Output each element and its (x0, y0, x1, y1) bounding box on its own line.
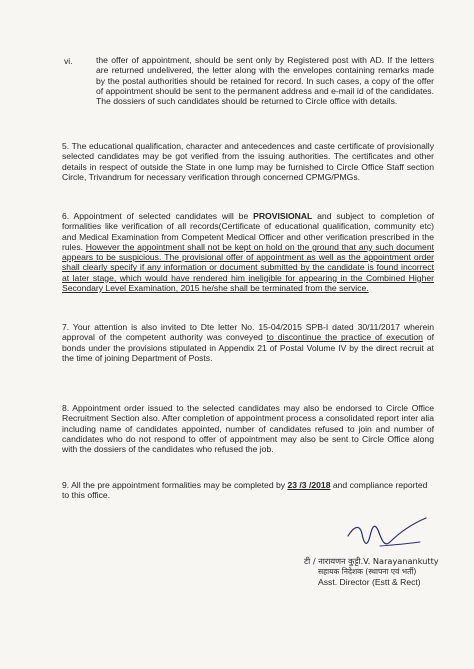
handwritten-signature (340, 512, 432, 560)
signature-block (304, 556, 464, 588)
para-vi-text: the offer of appointment, should be sent only by Registered post with AD. If the letters are returned undelivered, the letter along with the envelopes containing remarks made by the postal authorities should be retained for record. In such cases, a copy of the offer of appointment should be sent to the permanent address and e-mail id of the candidates. The dossiers of such candidates should be returned to Circle office with details. (96, 55, 434, 107)
para-5-text: 5. The educational qualification, character and antecedences and caste certificate of provisionally selected candidates may be got verified from the issuing authorities. The certificates and other details in respect of outside the State in one lump may be furnished to Circle Office Staff section Circle, Trivandrum for necessary verification through concerned CPMG/PMGs. (62, 141, 434, 182)
completion-date: 23 /3 /2018 (287, 480, 331, 490)
para-8-text: 8. Appointment order issued to the selected candidates may also be endorsed to Circle Office Recruitment Section also. After completion of appointment process a consolidated report inter alia including name of candidates appointed, number of candidates refused to join and number of candidates who do not respond to offer of appointment may also be sent to Circle Office along with the dossiers of the candidates who refused the job. (62, 403, 434, 455)
para-vi-number: vi. (64, 56, 73, 66)
para-7-tail: of bonds under the provisions stipulated in Appendix 21 of Postal Volume IV by the direct recruit at the time of joining Department of Posts. (62, 332, 434, 363)
para-6-mid: and subject to completion of formalities like verification of all records(Certificate of educational qualification, community etc) and Medical Examination from Competent Medical Officer and other verification prescribed in the rules. (62, 211, 434, 252)
para-6 (62, 211, 434, 293)
signatory-designation: Asst. Director (Estt & Rect) (318, 577, 421, 587)
signatory-name: टी / नारायणन कुट्टी.V. Narayanankutty (304, 556, 439, 566)
para-9-tail: and compliance reported to this office. (62, 480, 428, 501)
para-7-underlined: to discontinue the practice of execution (266, 332, 423, 343)
para-6-underlined: However the appointment shall not be kept on hold on the ground that any such document appears to be suspicious. The provisional offer of appointment as well as the appointment order shall clearly specify if any information or document submitted by the candidate is found incorrect at later stage, which would have rendered him ineligible for appearing in the Combined Higher Secondary Level Examination, 2015 he/she shall be terminated from the service. (62, 241, 434, 294)
para-9-lead: 9. All the pre appointment formalities may be completed by (62, 480, 288, 490)
para-6-provisional: PROVISIONAL (253, 211, 313, 221)
para-7 (62, 322, 434, 363)
signatory-designation-hindi: सहायक निदेशक (स्थापना एवं भर्ती) (318, 566, 417, 576)
para-9 (62, 480, 434, 501)
para-7-lead: 7. Your attention is also invited to Dte letter No. 15-04/2015 SPB-I dated 30/11/2017 wherein approval of the competent authority was conveyed (62, 322, 434, 343)
para-6-lead: 6. Appointment of selected candidates will be (62, 211, 254, 221)
